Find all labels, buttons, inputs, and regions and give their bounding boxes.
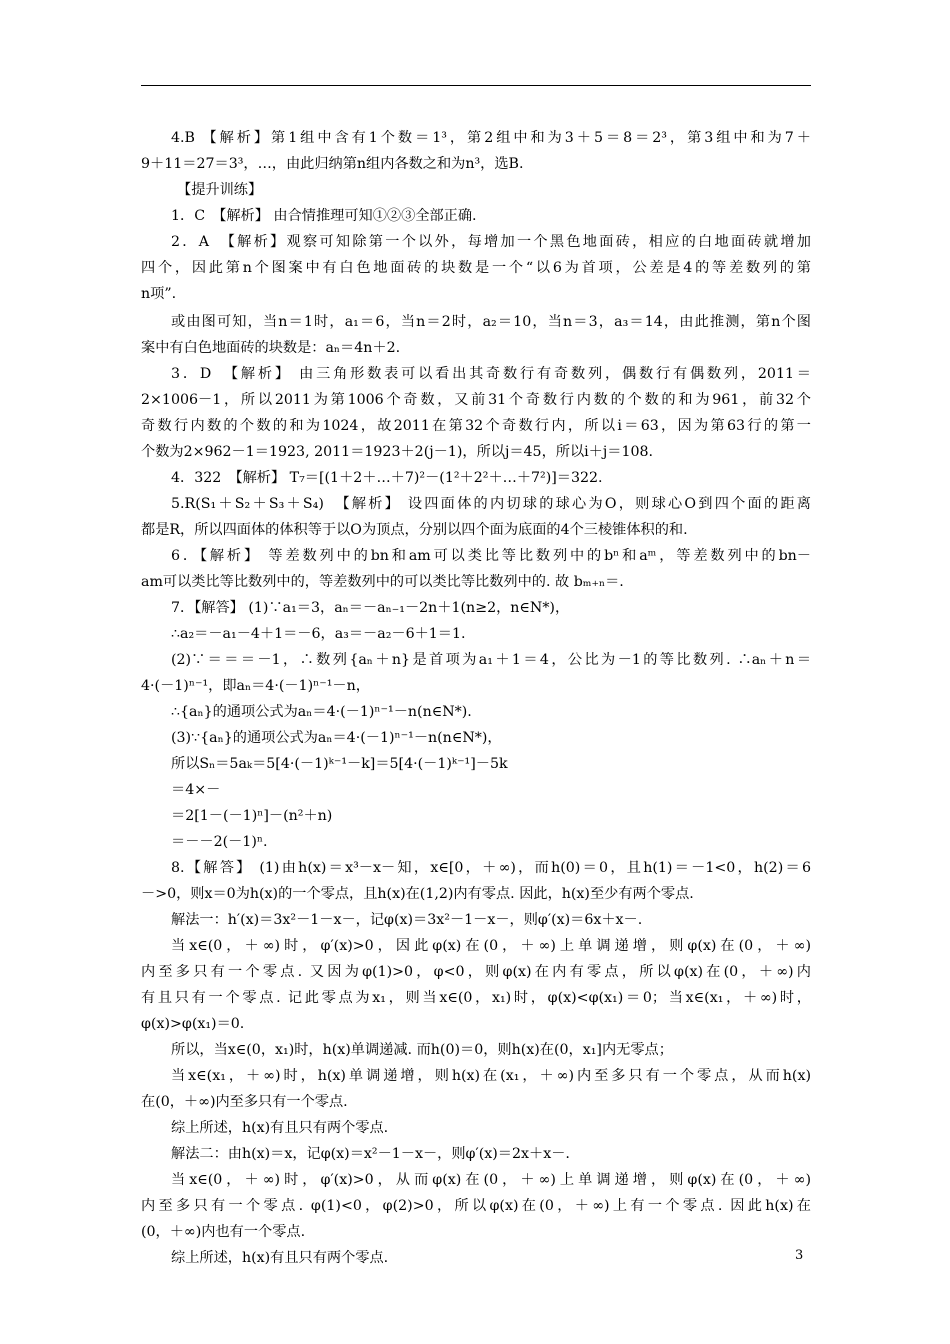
text-line: 所以Sₙ＝5aₖ＝5[4·(－1)ᵏ⁻¹－k]＝5[4·(－1)ᵏ⁻¹]－5k [171, 756, 508, 772]
text-line: 6．【解析】 等差数列中的bn和am可以类比等比数列中的bⁿ和aᵐ，等差数列中的bn－ [171, 548, 811, 564]
text-line: ＝2[1－(－1)ⁿ]－(n²＋n) [171, 808, 333, 824]
text-line: 有且只有一个零点. 记此零点为x₁，则当x∈(0，x₁)时，φ(x)<φ(x₁)＝0；当x∈(x₁，＋∞)时， [141, 990, 811, 1006]
text-line: 综上所述，h(x)有且只有两个零点. [171, 1120, 389, 1136]
page-number: 3 [795, 1248, 804, 1263]
text-line: 当x∈(x₁，＋∞)时，h(x)单调递增，则h(x)在(x₁，＋∞)内至多只有一个零点，从而h(x) [171, 1068, 811, 1084]
text-line: 个数为2×962－1＝1923, 2011＝1923＋2(j－1)，所以j＝45，所以i＋j＝108. [141, 444, 654, 460]
text-line: 3．D 【解析】 由三角形数表可以看出其奇数行有奇数列，偶数行有偶数列，2011＝ [171, 366, 811, 382]
text-line: ＝－－2(－1)ⁿ. [171, 834, 268, 850]
text-line: ∴{aₙ}的通项公式为aₙ＝4·(－1)ⁿ⁻¹－n(n∈N*). [171, 704, 472, 720]
text-line: 7．【解答】 (1)∵a₁＝3，aₙ＝－aₙ₋₁－2n＋1(n≥2，n∈N*)， [171, 600, 570, 616]
text-line: 当x∈(0，＋∞)时，φ′(x)>0，从而φ(x)在(0，＋∞)上单调递增，则φ(x)在(0，＋∞) [171, 1172, 811, 1188]
text-line: ∴a₂＝－a₁－4＋1＝－6，a₃＝－a₂－6＋1＝1. [171, 626, 466, 642]
text-line: (2)∵＝＝＝－1，∴数列{aₙ＋n}是首项为a₁＋1＝4，公比为－1的等比数列. ∴aₙ＋n＝ [171, 652, 811, 668]
text-line: 奇数行内数的个数的和为1024，故2011在第32个奇数行内，所以i＝63，因为第63行的第一 [141, 418, 811, 434]
text-line: 2×1006－1，所以2011为第1006个奇数，又前31个奇数行内数的个数的和为961，前32个 [141, 392, 811, 408]
text-line: 内至多只有一个零点. 又因为φ(1)>0，φ<0，则φ(x)在内有零点，所以φ(x)在(0，＋∞)内 [141, 964, 811, 980]
text-line: 四个，因此第n个图案中有白色地面砖的块数是一个“以6为首项，公差是4的等差数列的第 [141, 260, 811, 276]
text-line: 解法一：h′(x)＝3x²－1－x－，记φ(x)＝3x²－1－x－，则φ′(x)＝6x＋x－. [171, 912, 643, 928]
text-line: n项”. [141, 286, 177, 302]
text-line: －>0，则x＝0为h(x)的一个零点，且h(x)在(1,2)内有零点. 因此，h(x)至少有两个零点. [141, 886, 694, 902]
text-line: 解法二：由h(x)＝x，记φ(x)＝x²－1－x－，则φ′(x)＝2x＋x－. [171, 1146, 570, 1162]
text-line: 都是R，所以四面体的体积等于以O为顶点，分别以四个面为底面的4个三棱锥体积的和. [141, 522, 688, 538]
text-line: 案中有白色地面砖的块数是：aₙ＝4n＋2. [141, 340, 401, 356]
text-line: 4.B 【解析】第1组中含有1个数＝1³，第2组中和为3＋5＝8＝2³，第3组中和为7＋ [171, 130, 811, 146]
text-line: 综上所述，h(x)有且只有两个零点. [171, 1250, 389, 1266]
text-line: 9＋11＝27＝3³，…，由此归纳第n组内各数之和为n³，选B. [141, 156, 524, 172]
text-line: (3)∵{aₙ}的通项公式为aₙ＝4·(－1)ⁿ⁻¹－n(n∈N*)， [171, 730, 502, 746]
text-line: 2．A 【解析】观察可知除第一个以外，每增加一个黑色地面砖，相应的白地面砖就增加 [171, 234, 811, 250]
text-line: am可以类比等比数列中的，等差数列中的可以类比等比数列中的. 故 bₘ₊ₙ＝. [141, 574, 624, 590]
text-line: 在(0，＋∞)内至多只有一个零点. [141, 1094, 348, 1110]
text-line: (0，＋∞)内也有一个零点. [141, 1224, 306, 1240]
text-line: 内至多只有一个零点. φ(1)<0，φ(2)>0，所以φ(x)在(0，＋∞)上有一个零点. 因此h(x)在 [141, 1198, 811, 1214]
text-line: 4·(－1)ⁿ⁻¹，即aₙ＝4·(－1)ⁿ⁻¹－n， [141, 678, 370, 694]
text-line: ＝4×－ [171, 782, 221, 798]
section-heading: 【提升训练】 [177, 182, 263, 198]
text-line: 当x∈(0，＋∞)时，φ′(x)>0，因此φ(x)在(0，＋∞)上单调递增，则φ(x)在(0，＋∞) [171, 938, 811, 954]
text-line: 8.【解答】 (1)由h(x)＝x³－x－知，x∈[0，＋∞)，而h(0)＝0，且h(1)＝－1<0，h(2)＝6 [171, 860, 811, 876]
text-line: 5.R(S₁＋S₂＋S₃＋S₄) 【解析】 设四面体的内切球的球心为O，则球心O到四个面的距离 [171, 496, 811, 512]
text-line: 所以，当x∈(0，x₁)时，h(x)单调递减. 而h(0)＝0，则h(x)在(0，x₁]内无零点； [171, 1042, 673, 1058]
text-line: 1．C 【解析】 由合情推理可知①②③全部正确. [171, 208, 477, 224]
text-line: 4．322 【解析】 T₇＝[(1＋2＋…＋7)²－(1²＋2²＋…＋7²)]＝322. [171, 470, 603, 486]
text-line: 或由图可知，当n＝1时，a₁＝6，当n＝2时，a₂＝10，当n＝3，a₃＝14，由此推测，第n个图 [171, 314, 811, 330]
text-line: φ(x)>φ(x₁)＝0. [141, 1016, 245, 1032]
header-rule [141, 85, 811, 86]
